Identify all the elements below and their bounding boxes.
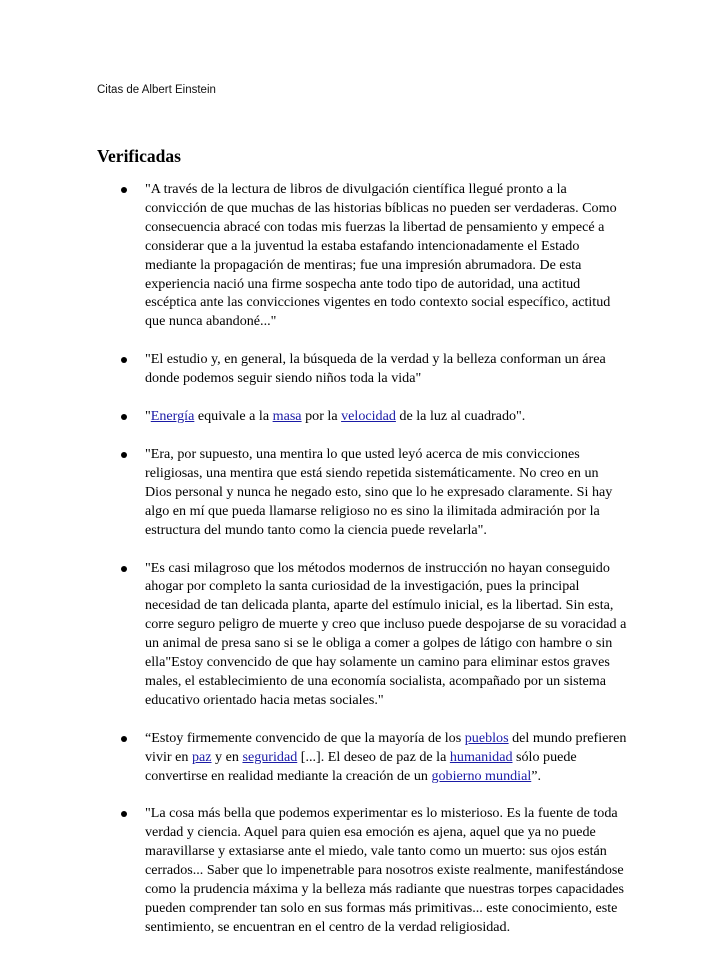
bullet-icon (121, 566, 127, 572)
quote-segment: "Es casi milagroso que los métodos modernos de instrucción no hayan conseguido ahogar por completo la santa curiosidad de la investigación, pues la principal necesidad de tan delicada planta, aparte del estímulo inicial, es la libertad. Sin esta, corre seguro peligro de muerte y creo que incluso puede despojarse de su voracidad a un animal de presa sano si se le obliga a comer a golpes de látigo con hambre o sin ella"Estoy convencido de que hay solamente un camino para eliminar estos graves males, el establecimiento de una economía socialista, acompañado por un sistema educativo orientado hacia metas sociales." (145, 559, 627, 708)
quote-text (145, 446, 612, 538)
quote-segment: y en (211, 748, 243, 765)
quote-text (145, 805, 624, 934)
quote-segment: "Era, por supuesto, una mentira lo que usted leyó acerca de mis convicciones religiosas, una mentira que está siendo repetida sistemáticamente. No creo en un Dios personal y nunca he negado esto, sino que lo he expresado claramente. Si hay algo en mí que pueda llamarse religioso no es sino la ilimitada admiración por la estructura del mundo tanto como la ciencia puede revelarla". (145, 445, 613, 538)
quote-text (145, 351, 606, 386)
bullet-icon (121, 811, 127, 817)
quote-item (0, 407, 627, 426)
wiki-link[interactable]: masa (272, 408, 302, 425)
bullet-icon (121, 357, 127, 363)
quote-segment: “Estoy firmemente convencido de que la mayoría de los (145, 729, 465, 746)
quote-item (0, 804, 627, 936)
quote-text (145, 730, 626, 784)
quote-segment: sólo puede convertirse en realidad mediante la creación de un (145, 748, 577, 784)
wiki-link[interactable]: Energía (150, 408, 195, 425)
quote-segment: del mundo prefieren vivir en (145, 729, 627, 765)
quote-item (0, 559, 627, 710)
quote-segment: de la luz al cuadrado". (395, 408, 526, 425)
quote-segment: por la (301, 408, 342, 425)
quote-segment: " (145, 408, 151, 425)
quote-text (145, 181, 617, 329)
quote-segment: ”. (531, 767, 542, 784)
quote-segment: "La cosa más bella que podemos experimentar es lo misterioso. Es la fuente de toda verdad y ciencia. Aquel para quien esa emoción es ajena, aquel que ya no puede maravillarse y extasiarse ante el miedo, vale tanto como un muerto: sus ojos están cerrados... Saber que lo impenetrable para nosotros existe realmente, manifestándose como la prudencia máxima y la belleza más radiante que nuestras torpes capacidades pueden comprender tan solo en sus formas más primitivas... este conocimiento, este sentimiento, se encuentran en el centro de la verdad religiosidad. (145, 805, 624, 935)
bullet-icon (121, 452, 127, 458)
bullet-icon (121, 736, 127, 742)
quote-item (0, 445, 627, 540)
quote-segment: "El estudio y, en general, la búsqueda de la verdad y la belleza conforman un área donde podemos seguir siendo niños toda la vida" (145, 351, 606, 387)
wiki-link[interactable]: gobierno mundial (431, 767, 532, 784)
bullet-icon (121, 187, 127, 193)
quote-item (0, 180, 627, 331)
quote-segment: equivale a la (194, 408, 273, 425)
document-header: Citas de Albert Einstein (97, 84, 216, 96)
wiki-link[interactable]: seguridad (242, 748, 298, 765)
wiki-link[interactable]: paz (191, 748, 212, 765)
quote-item (0, 729, 627, 786)
section-heading: Verificadas (97, 146, 181, 166)
quote-segment: [...]. El deseo de paz de la (297, 748, 450, 765)
wiki-link[interactable]: pueblos (464, 729, 509, 746)
wiki-link[interactable]: velocidad (341, 408, 396, 425)
quote-item (0, 350, 627, 388)
quote-text (145, 560, 626, 708)
quote-text (145, 408, 525, 424)
wiki-link[interactable]: humanidad (449, 748, 513, 765)
bullet-icon (121, 414, 127, 420)
quote-segment: "A través de la lectura de libros de divulgación científica llegué pronto a la convicción de que muchas de las historias bíblicas no pueden ser verdaderas. Como consecuencia abracé con todas mis fuerzas la libertad de pensamiento y empecé a considerar que a la juventud la estaba estafando intencionadamente el Estado mediante la propagación de mentiras; fue una impresión abrumadora. De esta experiencia nació una firme sospecha ante todo tipo de autoridad, una actitud escéptica ante las convicciones vigentes en todo contexto social específico, actitud que nunca abandoné..." (145, 181, 617, 330)
quote-list (0, 180, 728, 956)
